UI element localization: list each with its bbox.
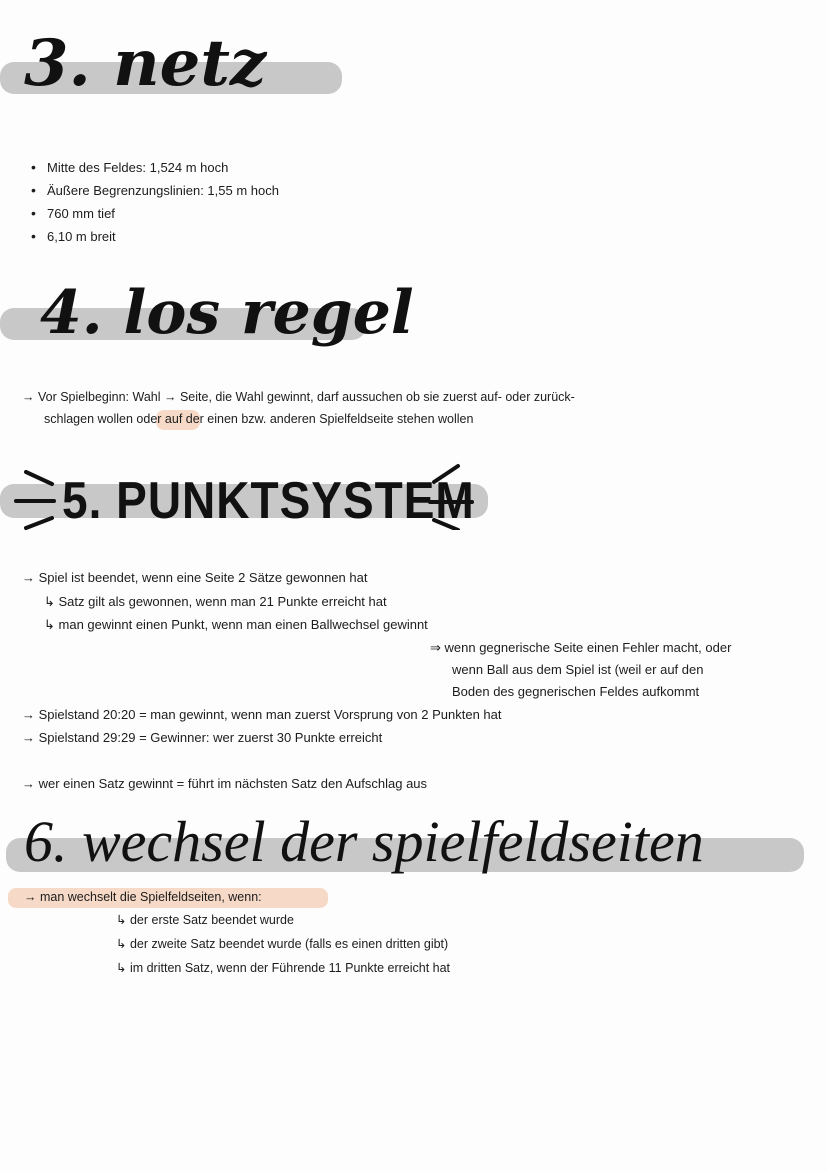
bullet-item: • Äußere Begrenzungslinien: 1,55 m hoch <box>47 183 279 198</box>
emphasis-marks-right <box>420 460 480 530</box>
text-line: → wer einen Satz gewinnt = führt im nächsten Satz den Aufschlag aus <box>22 776 428 791</box>
bullet-item: • 6,10 m breit <box>47 229 116 244</box>
text-line: ↳ Satz gilt als gewonnen, wenn man 21 Punkte erreicht hat <box>44 594 387 609</box>
text-line: → Spiel ist beendet, wenn eine Seite 2 Sätze gewonnen hat <box>22 570 368 585</box>
text-line: → man wechselt die Spielfeldseiten, wenn: <box>24 890 262 904</box>
text-line: → Vor Spielbeginn: Wahl → Seite, die Wahl gewinnt, darf aussuchen ob sie zuerst auf- oder zurück- <box>22 390 575 404</box>
text-line: schlagen wollen oder auf der einen bzw. anderen Spielfeldseite stehen wollen <box>44 412 474 426</box>
text-line: → Spielstand 20:20 = man gewinnt, wenn man zuerst Vorsprung von 2 Punkten hat <box>22 707 502 722</box>
text-line: ↳ man gewinnt einen Punkt, wenn man einen Ballwechsel gewinnt <box>44 617 428 632</box>
bullet-item: • Mitte des Feldes: 1,524 m hoch <box>47 160 228 175</box>
text-line: Boden des gegnerischen Feldes aufkommt <box>452 684 700 699</box>
section-heading-punktsystem: 5. PUNKTSYSTEM <box>62 471 475 530</box>
section-heading-los-regel: 4. los regel <box>40 278 414 348</box>
text-line: wenn Ball aus dem Spiel ist (weil er auf den <box>452 662 704 677</box>
text-line: → Spielstand 29:29 = Gewinner: wer zuerst 30 Punkte erreicht <box>22 730 383 745</box>
emphasis-marks-left <box>4 466 64 536</box>
section-heading-netz: 3. netz <box>24 26 267 101</box>
text-line: ↳ im dritten Satz, wenn der Führende 11 Punkte erreicht hat <box>116 961 451 975</box>
section-heading-wechsel-der-spielfeldseiten: 6. wechsel der spielfeldseiten <box>24 809 704 874</box>
text-line: ↳ der erste Satz beendet wurde <box>116 913 294 927</box>
bullet-item: • 760 mm tief <box>47 206 115 221</box>
text-line: ↳ der zweite Satz beendet wurde (falls es einen dritten gibt) <box>116 937 449 951</box>
text-line: ⇒ wenn gegnerische Seite einen Fehler macht, oder <box>430 640 732 655</box>
